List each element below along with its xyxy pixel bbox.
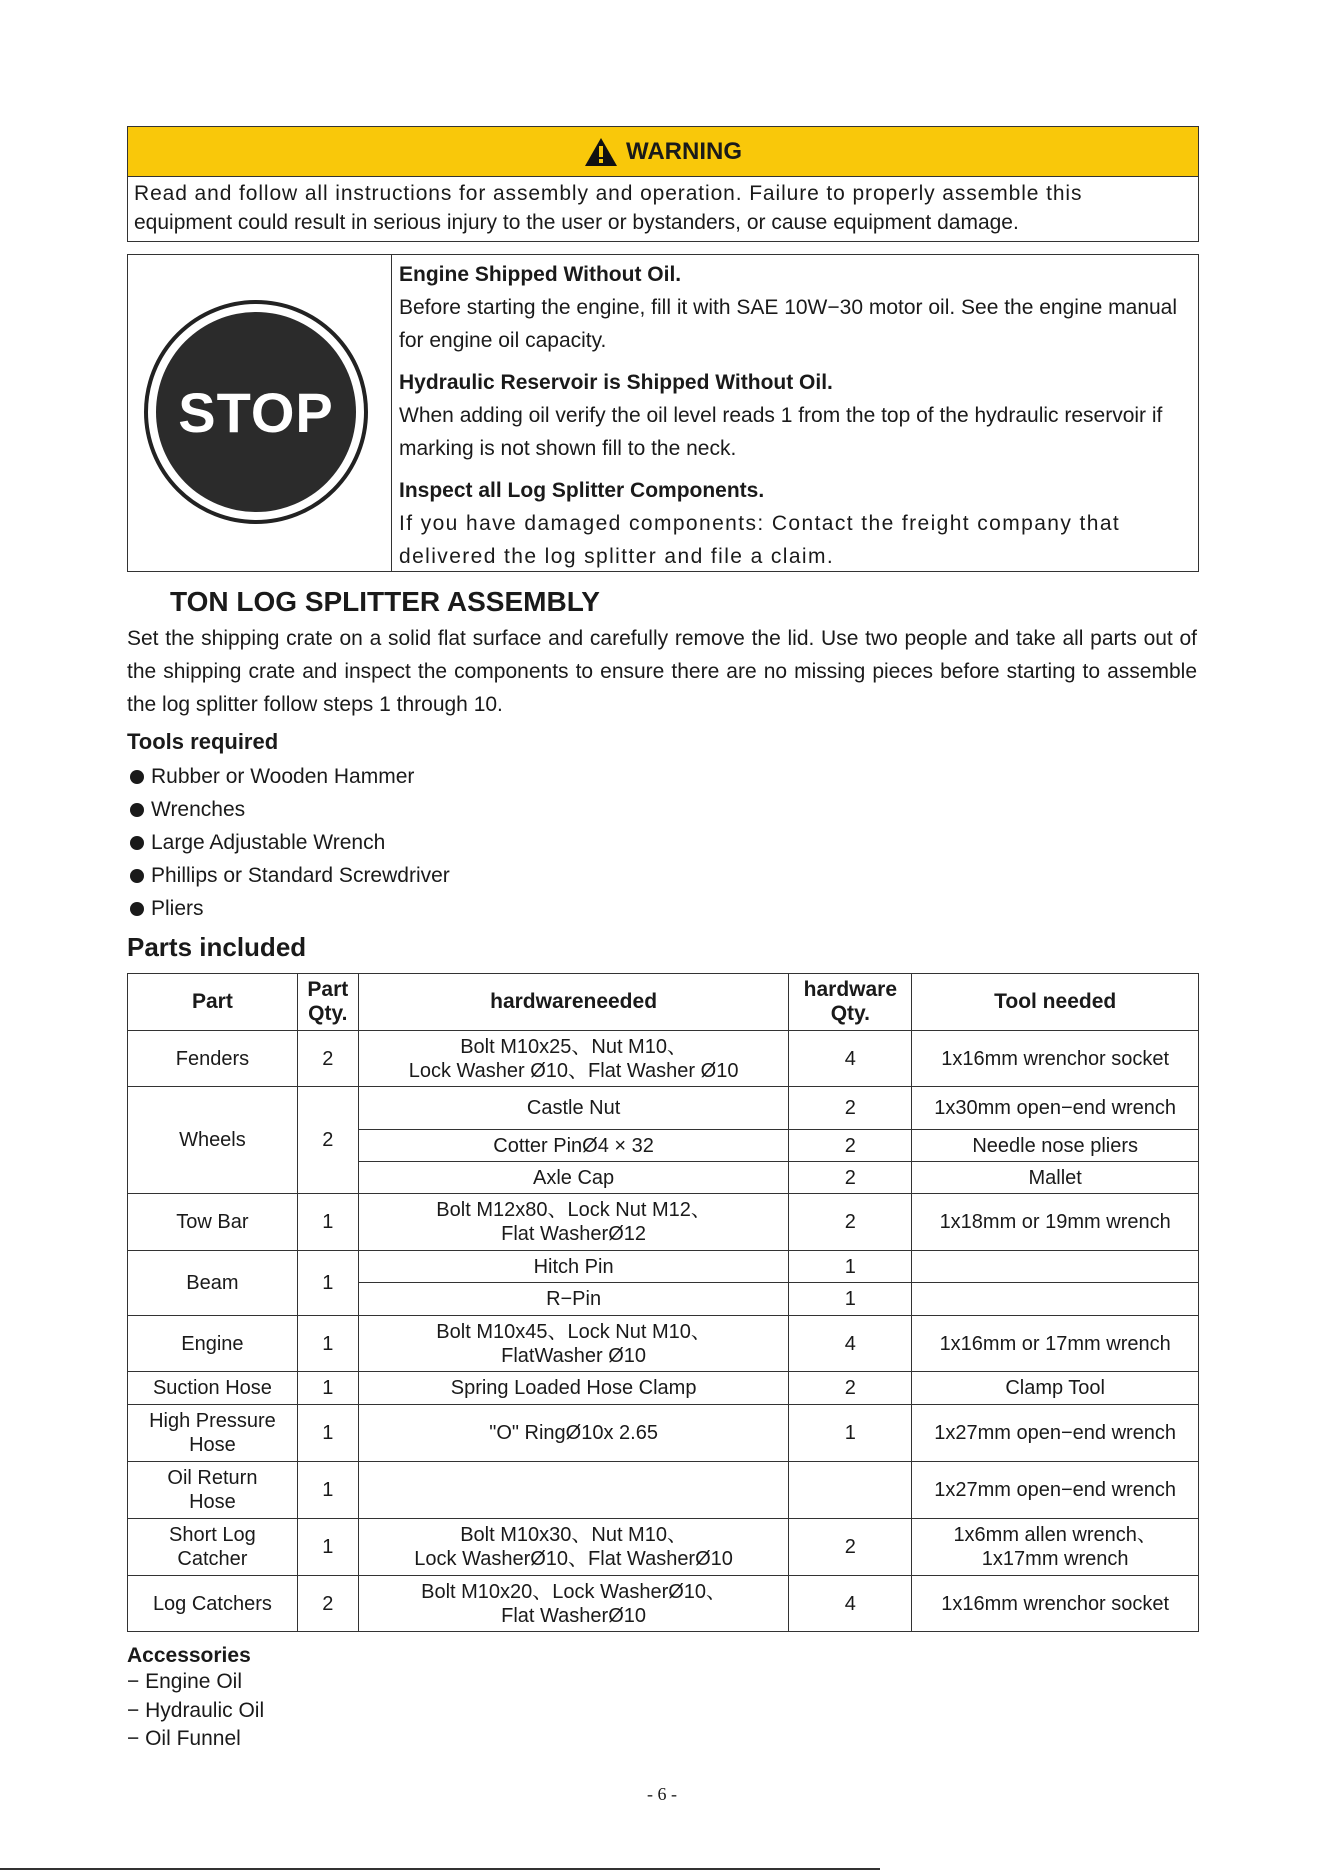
assembly-intro: Set the shipping crate on a solid flat surface and carefully remove the lid. Use two people and take all parts out of the shipping crate and inspect the components to ensure there are no missing pieces before starting to assemble the log splitter follow steps 1 through 10. — [127, 627, 1197, 716]
list-item: − Hydraulic Oil — [127, 1698, 265, 1722]
accessories-list — [127, 1668, 264, 1754]
warning-text-line2: equipment could result in serious injury to the user or bystanders, or cause equipment damage. — [134, 211, 1019, 234]
stop-item-heading: Inspect all Log Splitter Components. — [399, 479, 765, 502]
table-row: Engine 1 Bolt M10x45、Lock Nut M10、 FlatWasher Ø10 4 1x16mm or 17mm wrench — [128, 1316, 1199, 1372]
parts-table — [127, 973, 1199, 1632]
bottom-rule — [0, 1868, 880, 1870]
header-hardware-qty: hardware Qty. — [789, 974, 912, 1031]
page-number: - 6 - — [647, 1784, 677, 1804]
header-hardware: hardwareneeded — [358, 974, 789, 1031]
list-item: − Engine Oil — [127, 1670, 242, 1693]
table-row: Axle Cap 2 Mallet — [128, 1162, 1199, 1194]
table-row: Tow Bar 1 Bolt M12x80、Lock Nut M12、 Flat WasherØ12 2 1x18mm or 19mm wrench — [128, 1194, 1199, 1251]
bullet-icon — [130, 770, 144, 784]
warning-title: WARNING — [626, 137, 742, 165]
table-row: Oil Return Hose 1 1x27mm open−end wrench — [128, 1462, 1199, 1519]
warning-text-line1: Read and follow all instructions for assembly and operation. Failure to properly assemble this — [134, 182, 1083, 205]
table-row: Beam 1 Hitch Pin 1 — [128, 1251, 1199, 1283]
table-row: High Pressure Hose 1 "O" RingØ10x 2.65 1 1x27mm open−end wrench — [128, 1405, 1199, 1462]
stop-item-heading: Engine Shipped Without Oil. — [399, 263, 682, 286]
stop-item-body: Before starting the engine, fill it with SAE 10W−30 motor oil. See the engine manual for engine oil capacity. — [399, 296, 1178, 352]
header-part-qty: Part Qty. — [297, 974, 358, 1031]
header-part: Part — [128, 974, 298, 1031]
list-item: Pliers — [127, 892, 450, 925]
bullet-icon — [130, 869, 144, 883]
stop-item-body: When adding oil verify the oil level reads 1 from the top of the hydraulic reservoir if marking is not shown fill to the neck. — [399, 404, 1163, 460]
table-row: Short Log Catcher 1 Bolt M10x30、Nut M10、 Lock WasherØ10、Flat WasherØ10 2 1x6mm allen wrench、 1x17mm wrench — [128, 1519, 1199, 1576]
list-item: − Oil Funnel — [127, 1727, 241, 1750]
stop-notice-text — [392, 255, 1198, 571]
table-row: R−Pin 1 — [128, 1283, 1199, 1316]
warning-box — [127, 126, 1199, 242]
tools-title: Tools required — [127, 729, 279, 754]
list-item: Rubber or Wooden Hammer — [127, 760, 450, 793]
warning-triangle-icon — [584, 137, 618, 167]
table-row: Fenders 2 Bolt M10x25、Nut M10、 Lock Washer Ø10、Flat Washer Ø10 4 1x16mm wrenchor socket — [128, 1031, 1199, 1087]
stop-item-heading: Hydraulic Reservoir is Shipped Without Oil. — [399, 371, 833, 394]
table-header-row — [128, 974, 1199, 1031]
accessories-title: Accessories — [127, 1644, 251, 1667]
list-item: Large Adjustable Wrench — [127, 826, 450, 859]
list-item: Phillips or Standard Screwdriver — [127, 859, 450, 892]
bullet-icon — [130, 836, 144, 850]
bullet-icon — [130, 902, 144, 916]
stop-sign-text: STOP — [156, 312, 356, 512]
stop-sign-cell — [128, 255, 392, 571]
header-tool: Tool needed — [912, 974, 1199, 1031]
table-row: Wheels 2 Castle Nut 2 1x30mm open−end wrench — [128, 1087, 1199, 1130]
warning-text — [128, 177, 1198, 241]
parts-title: Parts included — [127, 932, 307, 962]
stop-sign-icon — [144, 300, 368, 524]
stop-item-body: If you have damaged components: Contact the freight company that delivered the log splitter and file a claim. — [399, 512, 1121, 568]
bullet-icon — [130, 803, 144, 817]
table-row: Cotter PinØ4 × 32 2 Needle nose pliers — [128, 1130, 1199, 1162]
table-row: Log Catchers 2 Bolt M10x20、Lock WasherØ10、 Flat WasherØ10 4 1x16mm wrenchor socket — [128, 1576, 1199, 1632]
table-row: Suction Hose 1 Spring Loaded Hose Clamp 2 Clamp Tool — [128, 1372, 1199, 1405]
list-item: Wrenches — [127, 793, 450, 826]
tools-list — [127, 760, 450, 925]
assembly-title: TON LOG SPLITTER ASSEMBLY — [170, 586, 600, 617]
warning-header — [128, 127, 1198, 177]
stop-notice-box — [127, 254, 1199, 572]
